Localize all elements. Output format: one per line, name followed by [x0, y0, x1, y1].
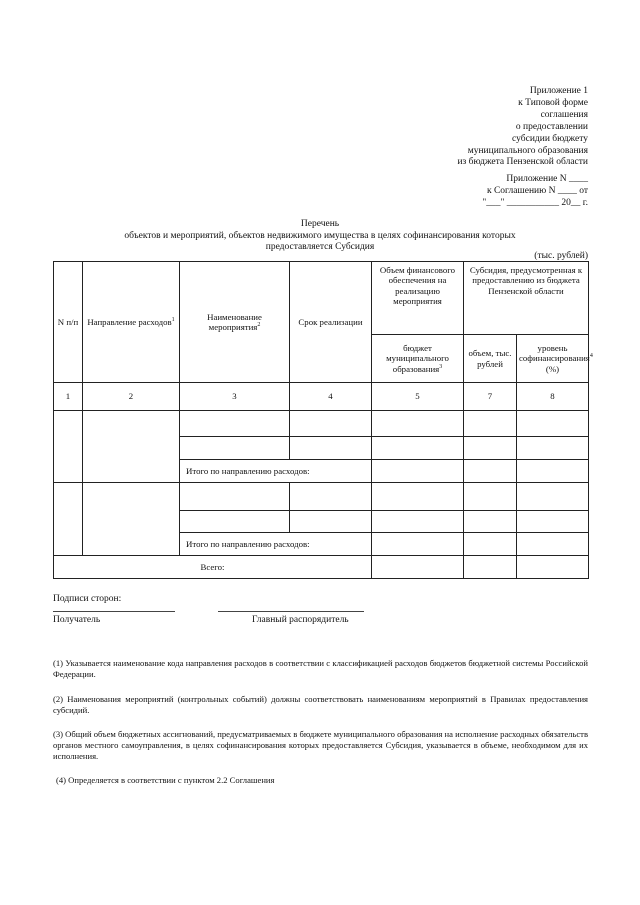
title-line: предоставляется Субсидия [265, 242, 375, 252]
table-cell [372, 411, 464, 437]
table-cell [464, 460, 517, 483]
appendix-line: муниципального образования [467, 145, 588, 156]
table-cell [290, 437, 372, 460]
header-municipal: бюджет муниципального образования$^3$ [372, 335, 464, 383]
table-cell [517, 556, 589, 579]
header-direction: Направление расходов$^1$ [83, 262, 180, 383]
appendix-n-line: к Соглашению N ____ от [486, 185, 588, 196]
table-cell [464, 511, 517, 533]
table-cell [464, 556, 517, 579]
appendix-n-line: "___" ___________ 20__ г. [482, 197, 588, 208]
table-cell [517, 411, 589, 437]
header-level: уровень софинансирования$^4$ (%) [517, 335, 589, 383]
table-cell [372, 460, 464, 483]
footnote-3: (3) Общий объем бюджетных ассигнований, предусматриваемых в бюджете муниципального образования на исполнение расходных обязательств органов местного самоуправления, в целях софинансирования которых предоставляется Субсидия, указывается в объеме, необходимом для их исполнения. [53, 729, 588, 761]
signatures-heading: Подписи сторон: [53, 594, 122, 604]
table-cell [464, 411, 517, 437]
header-term: Срок реализации [290, 262, 372, 383]
column-number: 1 [54, 383, 83, 411]
table-cell [464, 483, 517, 511]
table-cell [372, 533, 464, 556]
table-cell [54, 483, 83, 556]
table-cell [372, 437, 464, 460]
header-volume: объем, тыс. рублей [464, 335, 517, 383]
appendix-header [328, 86, 588, 169]
footnote-2: (2) Наименования мероприятий (контрольных событий) должны соответствовать наименованиям мероприятий в Правилах предоставления субсидий. [53, 694, 588, 715]
appendix-n-line: Приложение N ____ [506, 174, 588, 184]
manager-label: Главный распорядитель [252, 615, 349, 625]
column-number: 2 [83, 383, 180, 411]
title-line: Перечень [300, 219, 340, 229]
document-title [50, 219, 590, 254]
table-cell [372, 556, 464, 579]
table-cell [83, 411, 180, 483]
table-cell [372, 511, 464, 533]
manager-signature-line [218, 611, 364, 612]
recipient-label: Получатель [53, 615, 101, 625]
table-cell [180, 511, 290, 533]
table-cell [464, 533, 517, 556]
subtotal-label: Итого по направлению расходов: [180, 460, 372, 483]
subtotal-label: Итого по направлению расходов: [180, 533, 372, 556]
appendix-line: соглашения [540, 109, 588, 120]
footnote-1: (1) Указывается наименование кода направления расходов в соответствии с классификацией расходов бюджетов бюджетной системы Российской Федерации. [53, 658, 588, 679]
table-cell [180, 411, 290, 437]
agreement-appendix-header [328, 174, 588, 210]
table-cell [517, 483, 589, 511]
table-cell [290, 511, 372, 533]
objects-table [53, 261, 593, 579]
title-line: объектов и мероприятий, объектов недвижимого имущества в целях софинансирования которых [124, 230, 516, 241]
appendix-line: из бюджета Пензенской области [457, 157, 588, 168]
column-numbers-row [54, 383, 589, 411]
table-cell [517, 437, 589, 460]
table-cell [517, 533, 589, 556]
table-cell [464, 437, 517, 460]
table-cell [54, 411, 83, 483]
header-finance: Объем финансового обеспечения на реализацию мероприятия [372, 262, 464, 335]
table-row [54, 483, 589, 511]
header-event: Наименование мероприятия$^2$ [180, 262, 290, 383]
table-cell [180, 483, 290, 511]
column-number: 4 [290, 383, 372, 411]
total-row [54, 556, 589, 579]
recipient-signature-line [53, 611, 175, 612]
table-cell [180, 437, 290, 460]
footnote-4: (4) Определяется в соответствии с пунктом 2.2 Соглашения [56, 775, 275, 785]
table-cell [517, 511, 589, 533]
appendix-line: Приложение 1 [529, 86, 588, 96]
total-label: Всего: [54, 556, 372, 579]
header-n: N п/п [54, 262, 83, 383]
column-number: 5 [372, 383, 464, 411]
table-row [54, 411, 589, 437]
units-label: (тыс. рублей) [534, 251, 588, 261]
appendix-line: к Типовой форме [518, 97, 588, 108]
appendix-line: о предоставлении [515, 121, 588, 132]
appendix-line: субсидии бюджету [512, 133, 588, 144]
table-cell [290, 483, 372, 511]
column-number: 3 [180, 383, 290, 411]
column-number: 7 [464, 383, 517, 411]
table-cell [290, 411, 372, 437]
table-cell [83, 483, 180, 556]
table-cell [517, 460, 589, 483]
column-number: 8 [517, 383, 589, 411]
header-subsidy: Субсидия, предусмотренная к предоставлению из бюджета Пензенской области [464, 262, 589, 335]
table-cell [372, 483, 464, 511]
